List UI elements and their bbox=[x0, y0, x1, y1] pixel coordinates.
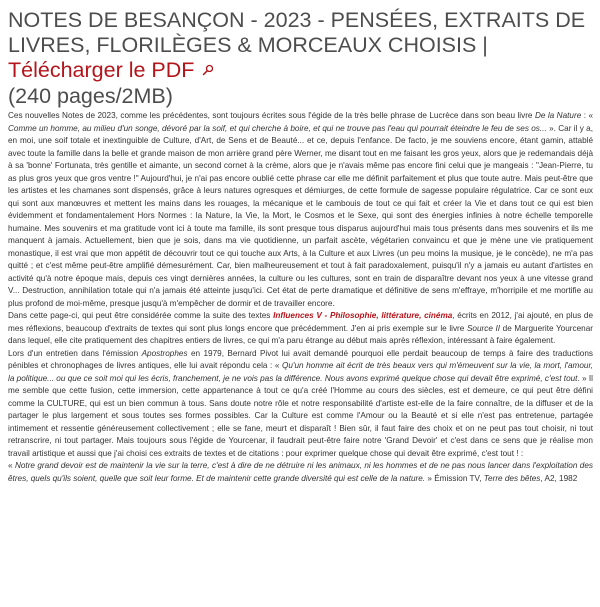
article-body bbox=[8, 110, 593, 485]
book-title: Source II bbox=[466, 323, 501, 333]
text: , écrits en 2012, j'ai ajouté, en plus de mes réflexions, beaucoup d'extraits de textes qui sont plus longs encore que précédemment. J'en ai pris exemple sur le livre bbox=[8, 311, 593, 333]
quote: Comme un homme, au milieu d'un songe, dévoré par la soif, et qui cherche à boire, et qui ne trouve pas l'eau qui pourrait éteindre le feu de ses os... bbox=[8, 123, 547, 133]
text: ». Car il y a, en moi, une soif totale et inextinguible de Culture, d'Art, de Sens et de Beauté... et ce, depuis l'enfance. De facto, je me souviens encore, étant gamin, attablé avec toute la famille dans la belle et grande maison de mon arrière grand père Werner, me disant tout en me faisant les gros yeux, alors que je redemandais déjà à sa 'bonne' Fortunata, très gentille et aimante, un second cornet à la crème, alors que je n'avais même pas encore fini celui que je mangeais : "Jean-Pierre, tu as plus gros yeux que gros ventre !" Aujourd'hui, je n'ai pas encore oublié cette phrase car elle me définit parfaitement et plus que toute autre. Mais peut-être que les artistes et les chamanes sont dispensés, grâce à leurs natures ogresques et démiurges, de cette formule de sagesse populaire régulatrice. Car ce sont eux qui sont aux manœuvres et mettent les mains dans les rouages, la mécanique et le cambouis de tout ce qui fait et créer la Vie et dans tout ce qui est bien évidemment et fondamentalement Hors Normes : la Nature, la Vie, la Mort, le Cosmos et le Sexe, qui sont des énergies infinies à notre échelle temporelle humaine. Mes souvenirs et ma gratitude vont ici à toute ma famille, ils sont presque tous disparus aujourd'hui mais tous présents dans mes souvenirs et ils me manquent à jamais. Actuellement, bien que je sois, dans ma vie quotidienne, un parfait ascète, végétarien convaincu et que je mène une vie pratiquement monastique, il est vrai que mon appétit de découvrir tout ce qui touche aux Arts, à la Culture et aux Livres (un peu moins la musique, je le concède), ne m'a pas quitté ; et c'est même peut-être amplifié démesurément. Car, bien malheureusement et tout à fait paradoxalement, puisqu'il n'y a jamais eu autant d'artistes en activité qu'à notre époque mais, depuis ces vingt dernières années, la culture ou les cultures, sont en train de disparaître devant nos yeux à une vitesse grand V... Destruction, annihilation totale qui n'a jamais été atteinte jusqu'ici. Cet état de perte dramatique et définitive de sens m'effraye, m'horripile et me mortifie au plus profond de moi-même, presque jusqu'à m'empêcher de dormir et de travailler encore. bbox=[8, 123, 593, 308]
influences-link[interactable]: Influences V - Philosophie, littérature, cinéma bbox=[273, 311, 453, 320]
text: de Marguerite Yourcenar dans lequel, elle cite pratiquement des chapitres entiers de livres, ce qui m'a paru étrange au début mais après réflexion, intéressant à faire également. bbox=[8, 323, 593, 345]
download-pdf-link[interactable]: Télécharger le PDF bbox=[8, 58, 195, 82]
text: en 1979, Bernard Pivot lui avait demandé pourquoi elle perdait beaucoup de temps à faire des traductions pénibles et chronophages de livres antiques, elle lui avait répondu cela : « bbox=[8, 348, 593, 370]
text: Lors d'un entretien dans l'émission bbox=[8, 348, 142, 358]
page-title bbox=[8, 8, 596, 109]
magnifier-icon[interactable] bbox=[202, 57, 214, 82]
text: : « bbox=[581, 111, 593, 120]
text: Ces nouvelles Notes de 2023, comme les précédentes, sont toujours écrites sous l'égide de la très belle phrase de Lucrèce dans son beau livre bbox=[8, 111, 535, 120]
text: « bbox=[8, 461, 15, 470]
text: , A2, 1982 bbox=[540, 473, 578, 483]
paragraph-2 bbox=[8, 310, 593, 348]
title-text: NOTES DE BESANÇON - 2023 - PENSÉES, EXTRAITS DE LIVRES, FLORILÈGES & MORCEAUX CHOISIS | bbox=[8, 8, 586, 57]
text: » Émission TV, bbox=[425, 473, 484, 483]
show-title: Apostrophes bbox=[141, 348, 188, 358]
text: » Il me semble que cette fusion, cette immersion, cette appartenance à tout ce qu'a créé l'Homme au cours des siècles, est et demeure, ce qui peut être défini comme la CULTURE, qui est un bien commun à tous. Sans doute notre rôle et notre responsabilité d'artiste est-elle de la faire connaître, de la diffuser et de la partager le plus largement et sous toutes ses formes possibles. Car la Culture est comme l'Amour ou la Beauté et si elle n'est pas entretenue, partagée intimement et ressentie généreusement collectivement ; elle se fane, meurt et disparaît ! Bien sûr, il faut faire des choix et on ne peut pas tout choisir, ni tout retranscrire, ni tout partager. Mais toujours sous l'égide de Yourcenar, il faudrait peut-être faire notre 'Grand Devoir' et c'est dans ce sens que je réalise mon travail artistique et aussi que j'ai choisi ces extraits de textes et de citations : pour exprimer quelque chose qui devait être exprimé, c'est tout ! : bbox=[8, 373, 593, 458]
show-title: Terre des bêtes bbox=[483, 473, 541, 483]
book-title: De la Nature bbox=[534, 111, 582, 120]
paragraph-4 bbox=[8, 460, 593, 485]
size-note: (240 pages/2MB) bbox=[8, 83, 173, 108]
quote: Notre grand devoir est de maintenir la vie sur la terre, c'est à dire de ne détruire ni les animaux, ni les hommes et de ne pas nous lancer dans l'exploitation des êtres, quels qu'ils soient, quelle que soit leur forme. Et de maintenir cette grande diversité qui est celle de la nature. bbox=[8, 461, 593, 483]
paragraph-3 bbox=[8, 348, 593, 461]
quote: Qu'un homme ait écrit de très beaux vers qui m'émeuvent sur la vie, la mort, l'amour, la politique... ou que ce soit moi qui les écris, franchement, je ne vois pas la différence. Nous avons exprimé quelque chose qui devait être exprimé, c'est tout. bbox=[8, 361, 593, 383]
paragraph-1 bbox=[8, 110, 593, 310]
text: Dans cette page-ci, qui peut être considérée comme la suite des textes bbox=[8, 311, 274, 320]
